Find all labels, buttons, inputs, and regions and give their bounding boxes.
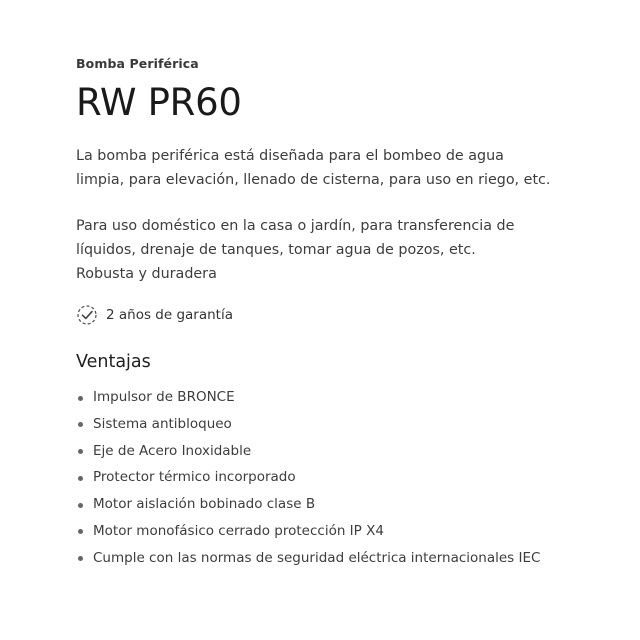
list-item: Sistema antibloqueo: [76, 411, 616, 438]
list-item: Impulsor de BRONCE: [76, 384, 616, 411]
description-paragraph: [76, 144, 616, 192]
list-item: Motor aislación bobinado clase B: [76, 491, 616, 518]
usage-line: Robusta y duradera: [76, 266, 217, 282]
usage-line: Para uso doméstico en la casa o jardín, para transferencia de: [76, 218, 515, 234]
usage-line: líquidos, drenaje de tanques, tomar agua de pozos, etc.: [76, 242, 476, 258]
product-title: RW PR60: [76, 81, 242, 124]
list-item: Eje de Acero Inoxidable: [76, 438, 616, 465]
check-circle-icon: [76, 304, 98, 326]
advantages-list: [76, 384, 616, 572]
product-category: Bomba Periférica: [76, 56, 199, 71]
description-line: limpia, para elevación, llenado de cisterna, para uso en riego, etc.: [76, 172, 551, 188]
list-item: Motor monofásico cerrado protección IP X4: [76, 518, 616, 545]
warranty-label: 2 años de garantía: [106, 307, 233, 323]
advantages-heading: Ventajas: [76, 352, 151, 372]
description-line: La bomba periférica está diseñada para el bombeo de agua: [76, 148, 504, 164]
list-item: Cumple con las normas de seguridad eléctrica internacionales IEC: [76, 545, 616, 572]
product-description: [76, 144, 616, 286]
usage-paragraph: [76, 214, 616, 286]
list-item: Protector térmico incorporado: [76, 464, 616, 491]
product-details: [76, 56, 616, 572]
warranty-info: [76, 304, 616, 326]
